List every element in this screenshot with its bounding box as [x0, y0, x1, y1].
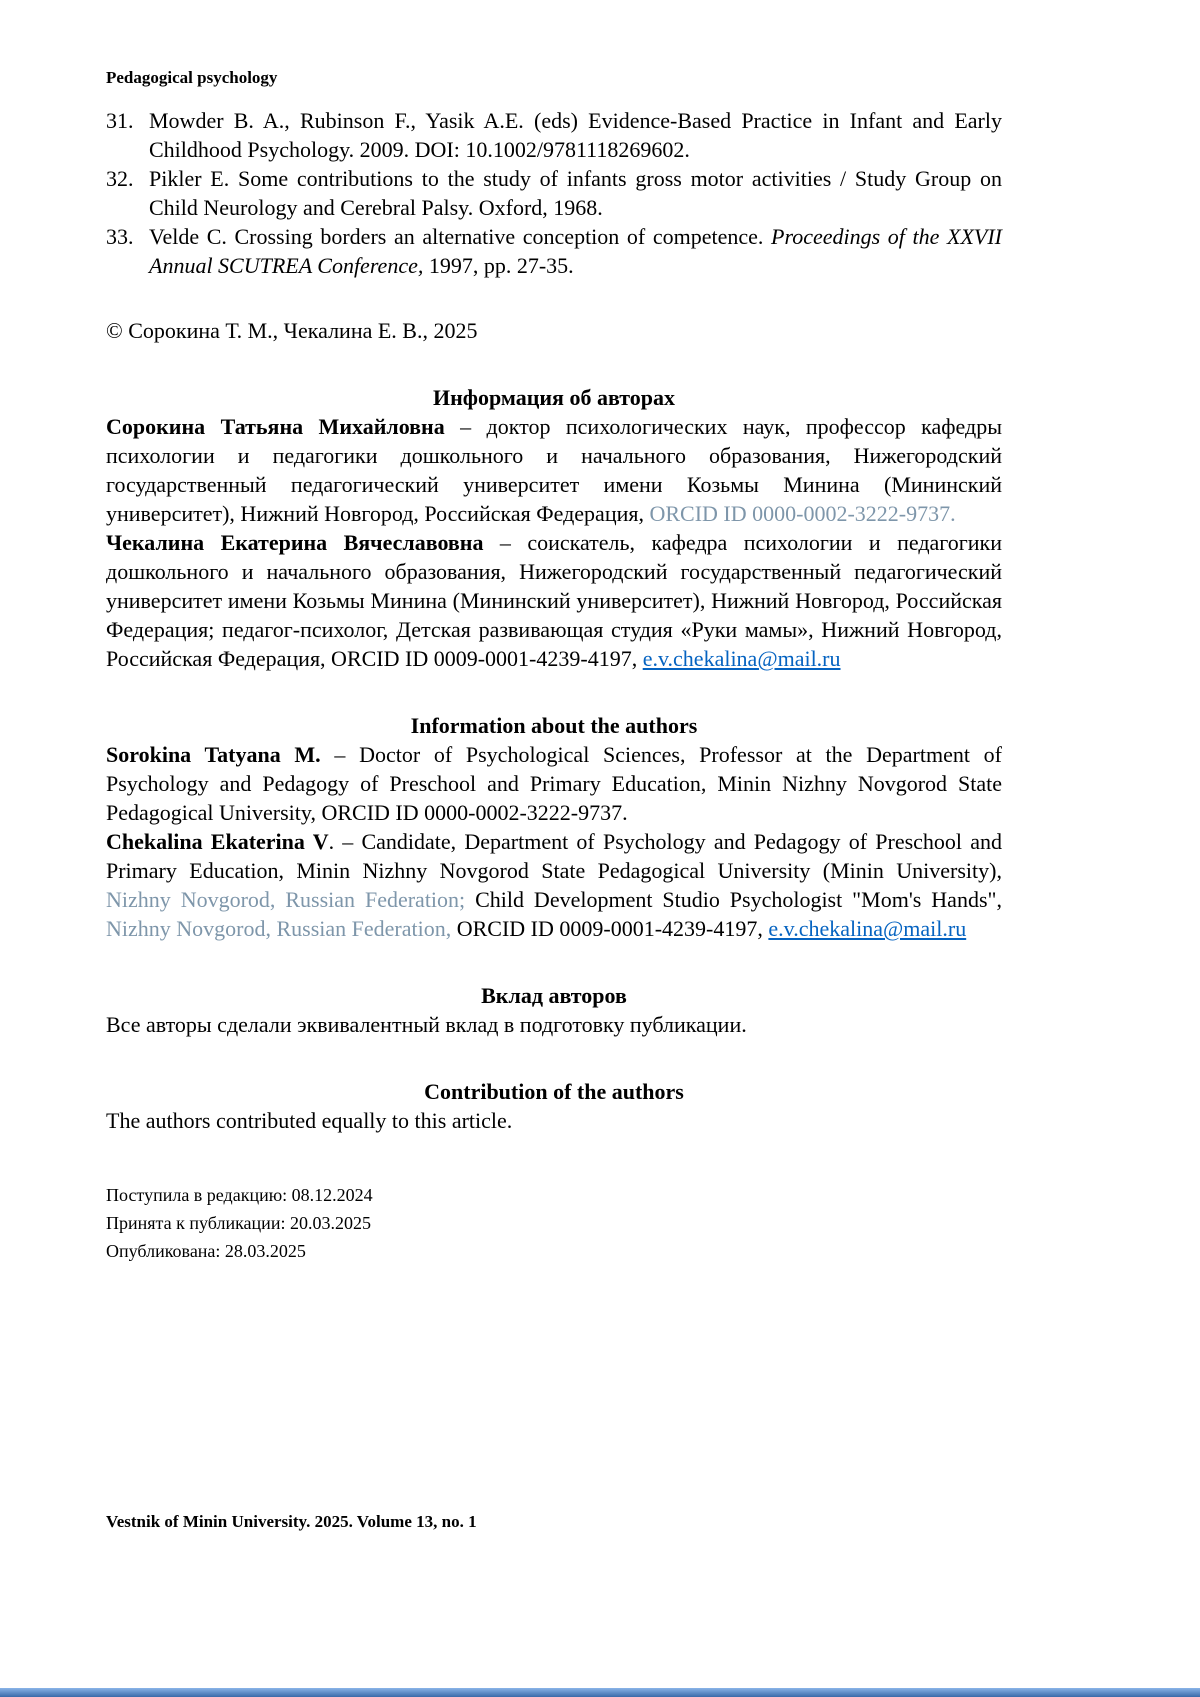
reference-text: Velde C. Crossing borders an alternative conception of competence.	[149, 224, 772, 249]
author-paragraph-chekalina-en	[106, 827, 1002, 943]
author-name: Chekalina Ekaterina V	[106, 829, 329, 854]
reference-item	[106, 222, 1002, 280]
email-link[interactable]: e.v.chekalina@mail.ru	[642, 646, 841, 671]
heading-authors-info-ru: Информация об авторах	[432, 385, 676, 410]
date-accepted: Принята к публикации: 20.03.2025	[106, 1213, 371, 1233]
author-name: Чекалина Екатерина Вячеславовна	[106, 530, 484, 555]
author-location: Nizhny Novgorod, Russian Federation;	[106, 887, 466, 912]
author-bio: – Doctor of Psychological Sciences, Professor at the Department of Psychology and Pedagogy of Preschool and Primary Education, Minin Nizhny Novgorod State Pedagogical University, ORCID ID 0000-0002-3222-9737.	[106, 742, 1002, 825]
heading-contribution-en: Contribution of the authors	[424, 1079, 684, 1104]
page-content	[106, 68, 1002, 1265]
orcid-id: ORCID ID 0000-0002-3222-9737.	[649, 501, 956, 526]
author-bio: – доктор психологических наук, профессор кафедры психологии и педагогики дошкольного и начального образования, Нижегородский государственный педагогический университет имени Козьмы Минина (Мининский университет), Нижний Новгород, Российская Федерация,	[106, 414, 1002, 526]
author-name: Сорокина Татьяна Михайловна	[106, 414, 445, 439]
heading-authors-info-en: Information about the authors	[410, 713, 698, 738]
date-received: Поступила в редакцию: 08.12.2024	[106, 1185, 373, 1205]
author-name: Sorokina Tatyana M.	[106, 742, 321, 767]
reference-number: 33.	[106, 224, 134, 249]
running-header: Pedagogical psychology	[106, 68, 278, 87]
contribution-text-ru: Все авторы сделали эквивалентный вклад в подготовку публикации.	[106, 1012, 747, 1037]
bottom-accent-bar	[0, 1688, 1200, 1697]
heading-contribution-ru: Вклад авторов	[481, 983, 627, 1008]
contribution-text-en: The authors contributed equally to this article.	[106, 1108, 513, 1133]
copyright-line: © Сорокина Т. М., Чекалина Е. В., 2025	[106, 318, 478, 343]
author-paragraph-chekalina-ru	[106, 528, 1002, 673]
author-location: Nizhny Novgorod, Russian Federation,	[106, 916, 452, 941]
reference-number: 32.	[106, 166, 134, 191]
orcid-id: ORCID ID 0009-0001-4239-4197,	[451, 916, 769, 941]
reference-item	[106, 164, 1002, 222]
author-paragraph-sorokina-ru	[106, 412, 1002, 528]
page-footer: Vestnik of Minin University. 2025. Volume 13, no. 1	[106, 1512, 477, 1531]
reference-text: Mowder B. A., Rubinson F., Yasik A.E. (eds) Evidence-Based Practice in Infant and Early Childhood Psychology. 2009. DOI: 10.1002/9781118269602.	[149, 108, 1002, 162]
reference-text: 1997, pp. 27-35.	[423, 253, 574, 278]
author-paragraph-sorokina-en	[106, 740, 1002, 827]
reference-number: 31.	[106, 108, 134, 133]
dates-block	[106, 1181, 1002, 1265]
reference-item	[106, 106, 1002, 164]
author-bio: . – Candidate, Department of Psychology and Pedagogy of Preschool and Primary Education, Minin Nizhny Novgorod State Pedagogical University (Minin University),	[106, 829, 1003, 883]
author-bio: – соискатель, кафедра психологии и педагогики дошкольного и начального образования, Нижегородский государственный педагогический университет имени Козьмы Минина (Мининский университет), Нижний Новгород, Российская Федерация; педагог-психолог, Детская развивающая студия «Руки мамы», Нижний Новгород, Российская Федерация, ORCID ID 0009-0001-4239-4197,	[106, 530, 1003, 671]
email-link[interactable]: e.v.chekalina@mail.ru	[768, 916, 967, 941]
author-bio: Child Development Studio Psychologist "Mom's Hands",	[465, 887, 1002, 912]
references-list	[106, 106, 1002, 280]
reference-text: Pikler E. Some contributions to the study of infants gross motor activities / Study Group on Child Neurology and Cerebral Palsy. Oxford, 1968.	[149, 166, 1002, 220]
reference-text-italic: Proceedings of the XXVII Annual SCUTREA Conference,	[149, 224, 1002, 278]
date-published: Опубликована: 28.03.2025	[106, 1241, 306, 1261]
